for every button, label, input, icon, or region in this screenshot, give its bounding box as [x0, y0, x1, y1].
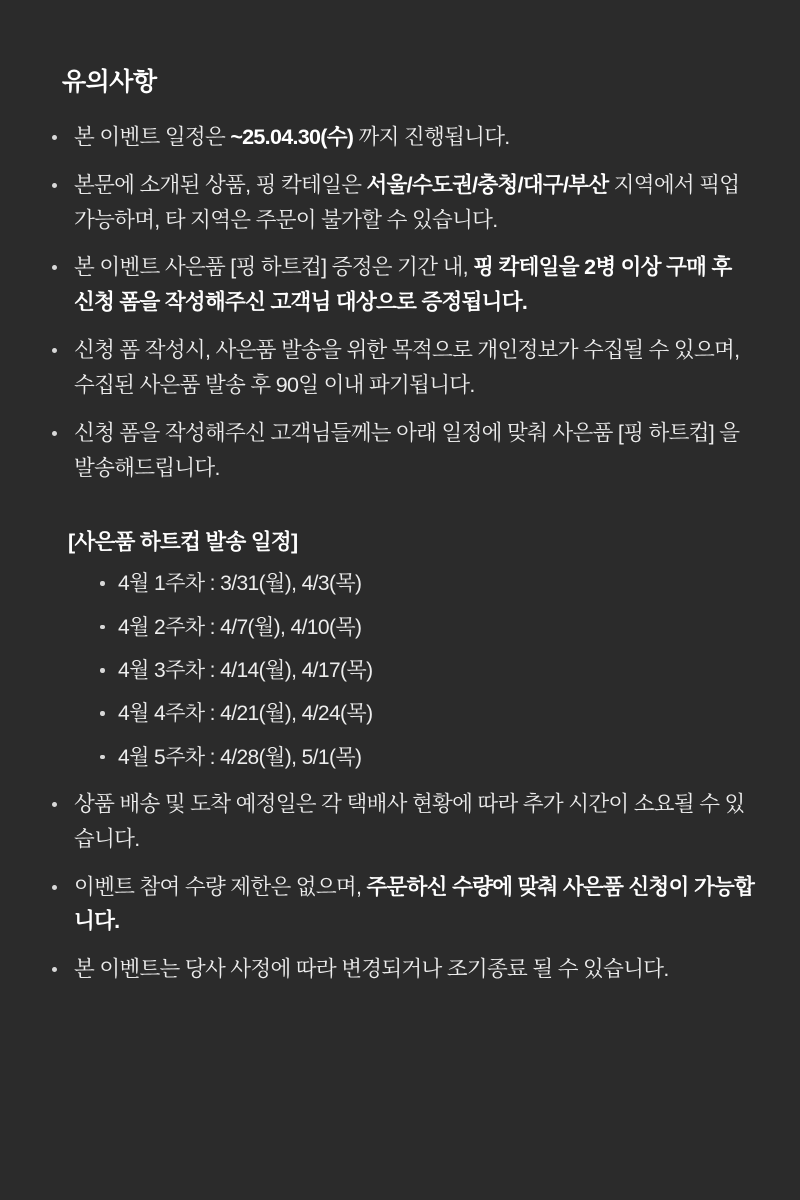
notice-list-item	[44, 168, 756, 238]
tail-notice-list	[44, 787, 756, 987]
notice-list-item	[44, 416, 756, 486]
schedule-list-item: 4월 2주차 : 4/7(월), 4/10(목)	[94, 614, 756, 641]
body-text: 신청 폼 작성시, 사은품 발송을 위한 목적으로 개인정보가 수집될 수 있으며, 수집된 사은품 발송 후 90일 이내 파기됩니다.	[74, 338, 740, 397]
notice-list-item	[44, 120, 756, 155]
emphasis-text: ~25.04.30(수)	[230, 125, 354, 149]
gift-shipping-schedule	[68, 525, 756, 770]
body-text: 까지 진행됩니다.	[353, 125, 510, 149]
body-text: 신청 폼을 작성해주신 고객님들께는 아래 일정에 맞춰 사은품 [핑 하트컵] 을 발송해드립니다.	[74, 420, 740, 480]
body-text: 본 이벤트 사은품 [핑 하트컵] 증정은 기간 내,	[74, 255, 474, 280]
emphasis-text: 주문하신 수량에 맞춰 사은품 신청이 가능합니다.	[74, 874, 755, 934]
schedule-heading: [사은품 하트컵 발송 일정]	[68, 530, 298, 555]
notice-list-item	[44, 333, 756, 403]
schedule-list-item: 4월 5주차 : 4/28(월), 5/1(목)	[94, 744, 756, 771]
schedule-list	[68, 570, 756, 770]
schedule-list-item: 4월 4주차 : 4/21(월), 4/24(목)	[94, 700, 756, 727]
schedule-list-item: 4월 3주차 : 4/14(월), 4/17(목)	[94, 657, 756, 684]
body-text: 본 이벤트는 당사 사정에 따라 변경되거나 조기종료 될 수 있습니다.	[74, 957, 669, 982]
body-text: 상품 배송 및 도착 예정일은 각 택배사 현황에 따라 추가 시간이 소요될 수 있습니다.	[74, 791, 745, 851]
notice-list-item	[44, 787, 756, 857]
notice-list-item	[44, 952, 756, 987]
schedule-list-item: 4월 1주차 : 3/31(월), 4/3(목)	[94, 570, 756, 597]
notice-list-item	[44, 870, 756, 940]
notice-list-item	[44, 250, 756, 320]
body-text: 지역에서 픽업 가능하며, 타 지역은 주문이 불가할 수 있습니다.	[74, 172, 740, 232]
emphasis-text: 핑 칵테일을 2병 이상 구매 후 신청 폼을 작성해주신 고객님 대상으로 증정됩니다.	[74, 255, 732, 315]
notice-list	[44, 120, 756, 485]
body-text: 본 이벤트 일정은	[74, 125, 231, 149]
emphasis-text: 서울/수도권/충청/대구/부산	[366, 172, 609, 197]
body-text: 본문에 소개된 상품, 핑 칵테일은	[74, 172, 367, 197]
body-text: 이벤트 참여 수량 제한은 없으며,	[74, 874, 367, 899]
page-title: 유의사항	[62, 68, 157, 96]
